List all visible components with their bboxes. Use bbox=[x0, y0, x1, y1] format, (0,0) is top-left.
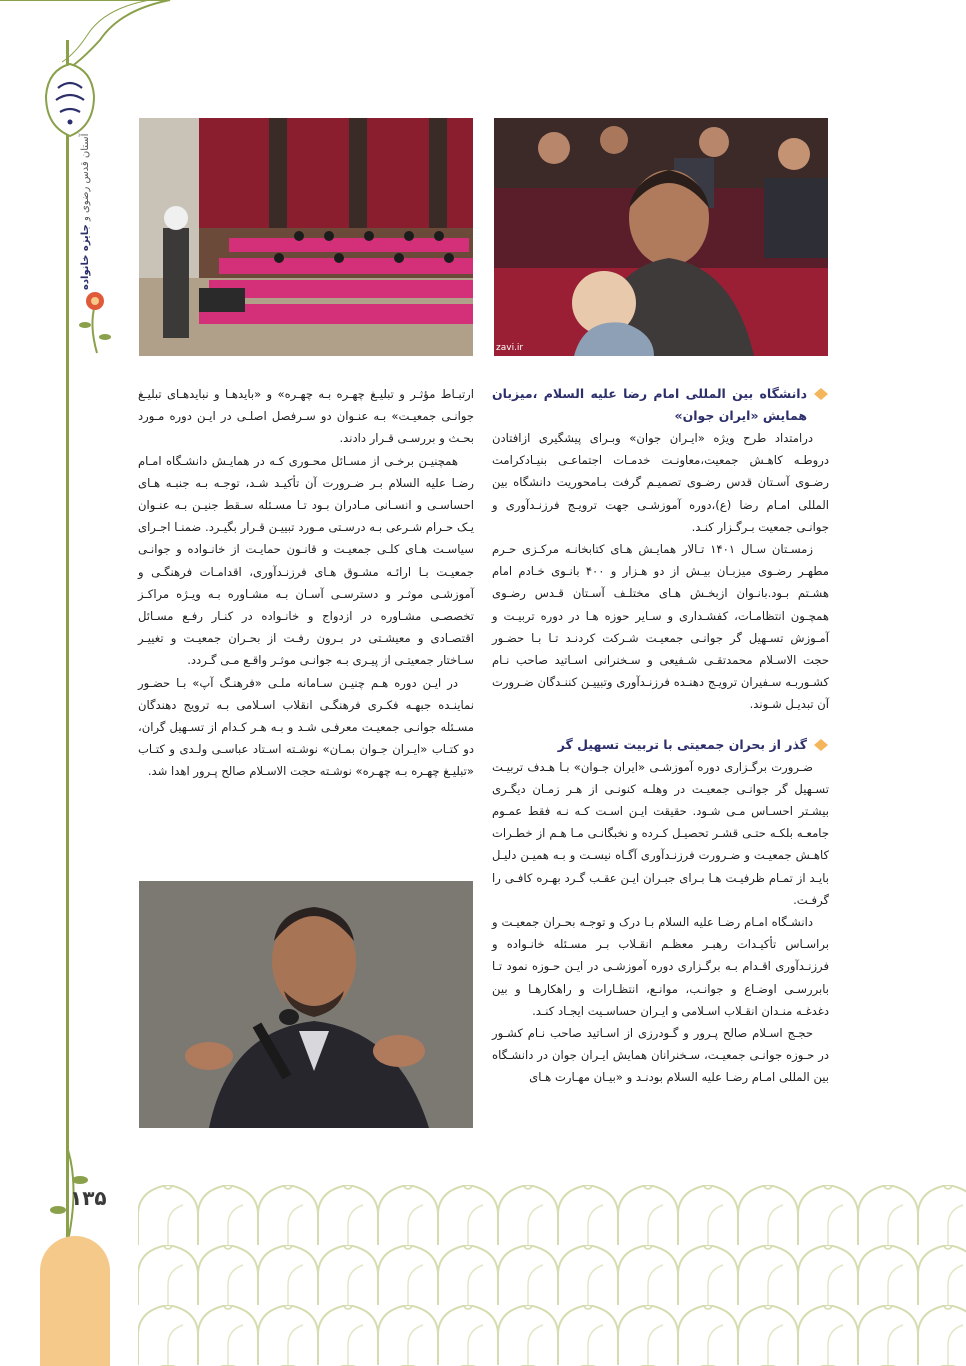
paragraph: دانشـگاه امـام رضـا علیه السلام بـا درک و توجـه بحـران جمعیـت و براسـاس تأکیـدات رهبـر معظـم انقـلاب بـر مسـئله خانـواده و فرزنـدآوری اقـدام بـه برگـزاری دوره آموزشـی در ایـن حـوزه نمود تـا بابررسـی اوضـاع و جوانـب، موانـع، انتظـارات و راهکارهـا و بین دغدغـه منـدان انقـلاب اسـلامی و ایـران حساسـیت ایجـاد کنـد. bbox=[492, 915, 829, 1018]
photo-credit: zavi.ir bbox=[496, 343, 524, 353]
paragraph: همچنیـن برخـی از مسـائل محـوری کـه در همایـش دانشـگاه امـام رضـا علیه السلام بـر ضـرورت آن تأکیـد شـد، توجـه بـه جنبـه هـای احساسـی و انسـانی مـادران بـود تـا مسـئله سـقط جنیـن بـه عنـوان یـک حـرام شـرعی بـه درسـتی مـورد تبییـن قـرار بگیـرد. ضمنـا اجـرای سیاسـت هـای کلـی جمعیـت و قانـون حمایـت از خانـواده و جوانـی جمعیـت بـا ارائـه مشـوق هـای فرزنـدآوری، اقدامـات فرهنگـی و آموزشـی موثـر و دسترسـی آسـان بـه مشـاوره بـه ویـژه مراکـز تخصصـی مشـاوره در ازدواج و خانـواده در کنـار رفـع مسـائل اقتصـادی و معیشـتی در بـرون رفـت از بحـران جمعیـت و تغییـر سـاختار جمعیتـی از پیـری بـه جوانـی موثـر واقـع مـی گـردد. bbox=[138, 453, 474, 668]
paragraph: زمسـتان سـال ۱۴۰۱ تـالار همایـش هـای کتابخانـه مرکـزی حـرم مطهـر رضـوی میزبـان بیـش از دو هـزار و ۴۰۰ بانـوی خـادم امام هشـتم بـود.بانـوان ازبخـش هـای مختلـف آسـتان قـدس رضـوی همچـون انتظامـات، کفشـداری و سـایر حوزه هـا در دوره تربیـت و آمـوزش تسـهیل گر جوانـی جمعیـت شـرکت کردنـد تـا بـا حضـور حجت الاسـلام محمدتقـی شـفیعی و سـخنرانی اسـاتید صاحب نـام کشـوربـه سـفیران ترویـج دهنـده فرزنـدآوری وتبییـن کننـدگان ضـرورت آن تبدیـل شـوند. bbox=[492, 542, 829, 712]
paragraph: درامتداد طرح ویژه «ایـران جوان» وبـرای پیشگیری ازافتادن دروطـه کاهـش جمعیت،معاونـت خدمـات اجتماعـی بنیـادکرامت رضـوی آسـتان قدس رضـوی تصمیـم گرفت بـامحوریت دانشگاه بین المللی امـام رضا (ع)،دوره آموزشـی جهت ترویـج فرزنـدآوری و جوانـی جمعیت بـرگـزار کنـد. bbox=[492, 431, 829, 534]
flower-ornament bbox=[75, 285, 115, 355]
heading-bullet-icon bbox=[813, 387, 829, 401]
right-text-column bbox=[492, 383, 829, 1089]
arabesque-pattern bbox=[138, 1185, 966, 1366]
sidebar-line bbox=[66, 40, 69, 1270]
paragraph: در ایـن دوره هـم چنیـن سـامانه ملـی «فرهنـگ آپ» بـا حضـور نماینـده جبهـه فکـری فرهنگـی انقلاب اسـلامی بـه ترویج دهندگان مسـئله جوانـی جمعیـت معرفـی شـد و بـه هـر کـدام از تسـهیل گران، دو کتـاب «ایـران جـوان بمـان» نوشـته اسـتاد عباسـی ولـدی و کتـاب «تبلیـغ چهـره بـه چهـره» نوشـته حجت الاسـلام صالح پـرور اهدا شد. bbox=[138, 675, 474, 779]
section-heading: دانشگاه بین المللی امام رضا علیه السلام ،میزبان همایش «ایران جوان» bbox=[492, 383, 829, 427]
magazine-logo bbox=[40, 60, 100, 140]
paragraph: ضـرورت برگـزاری دوره آموزشـی «ایران جـوان» بـا هـدف تربیـت تسـهیل گر جوانـی جمعیـت در وهلـه کنونـی از هـر زمـان دیگـری بیشـتر احسـاس مـی شـود. حقیقت ایـن اسـت کـه نـه فقط عمـوم جامعـه بلکـه حتـی قشـر تحصیـل کـرده و نخبگانـی مـا هـم از خطـرات کاهـش جمعیـت و ضـرورت فرزنـدآوری آگـاه نیسـت و بـه همیـن دلیـل بایـد از تمـام ظرفیـت هـا بـرای جبـران ایـن عقـب گـرد بهـره کافـی را گرفـت. bbox=[492, 759, 829, 907]
section-heading: گذر از بحران جمعیتی با تربیت تسهیل گر bbox=[492, 734, 829, 756]
left-text-column bbox=[138, 383, 474, 783]
page-tab bbox=[40, 1236, 110, 1366]
lecture-hall-photo bbox=[139, 118, 473, 356]
heading-bullet-icon bbox=[813, 738, 829, 752]
paragraph: حجـج اسـلام صالح پـرور و گـودرزی از اسـاتید صاحب نـام کشـور در حـوزه جوانـی جمعیـت، سـخنرانان همایش ایـران جوان در دانشـگاه بین المللی امـام رضـا علیه السلام بودنـد و «بیـان مهـارت هـای bbox=[492, 1026, 829, 1085]
paragraph: ارتبـاط مؤثـر و تبلیـغ چهـره بـه چهـره» و «بایدهـا و نبایدهـای تبلیـغ جوانـی جمعیـت» بـه عنـوان دو سـرفصل اصلـی در ایـن دوره مـورد بحـث و بررسـی قـرار دادند. bbox=[138, 387, 474, 446]
sidebar-caption: آستان قدس رضوی و جایزه خانواده bbox=[80, 133, 91, 290]
father-and-baby-photo bbox=[494, 118, 828, 356]
speaker-portrait-photo bbox=[139, 881, 473, 1128]
page-number: ۱۳۵ bbox=[70, 1186, 107, 1210]
